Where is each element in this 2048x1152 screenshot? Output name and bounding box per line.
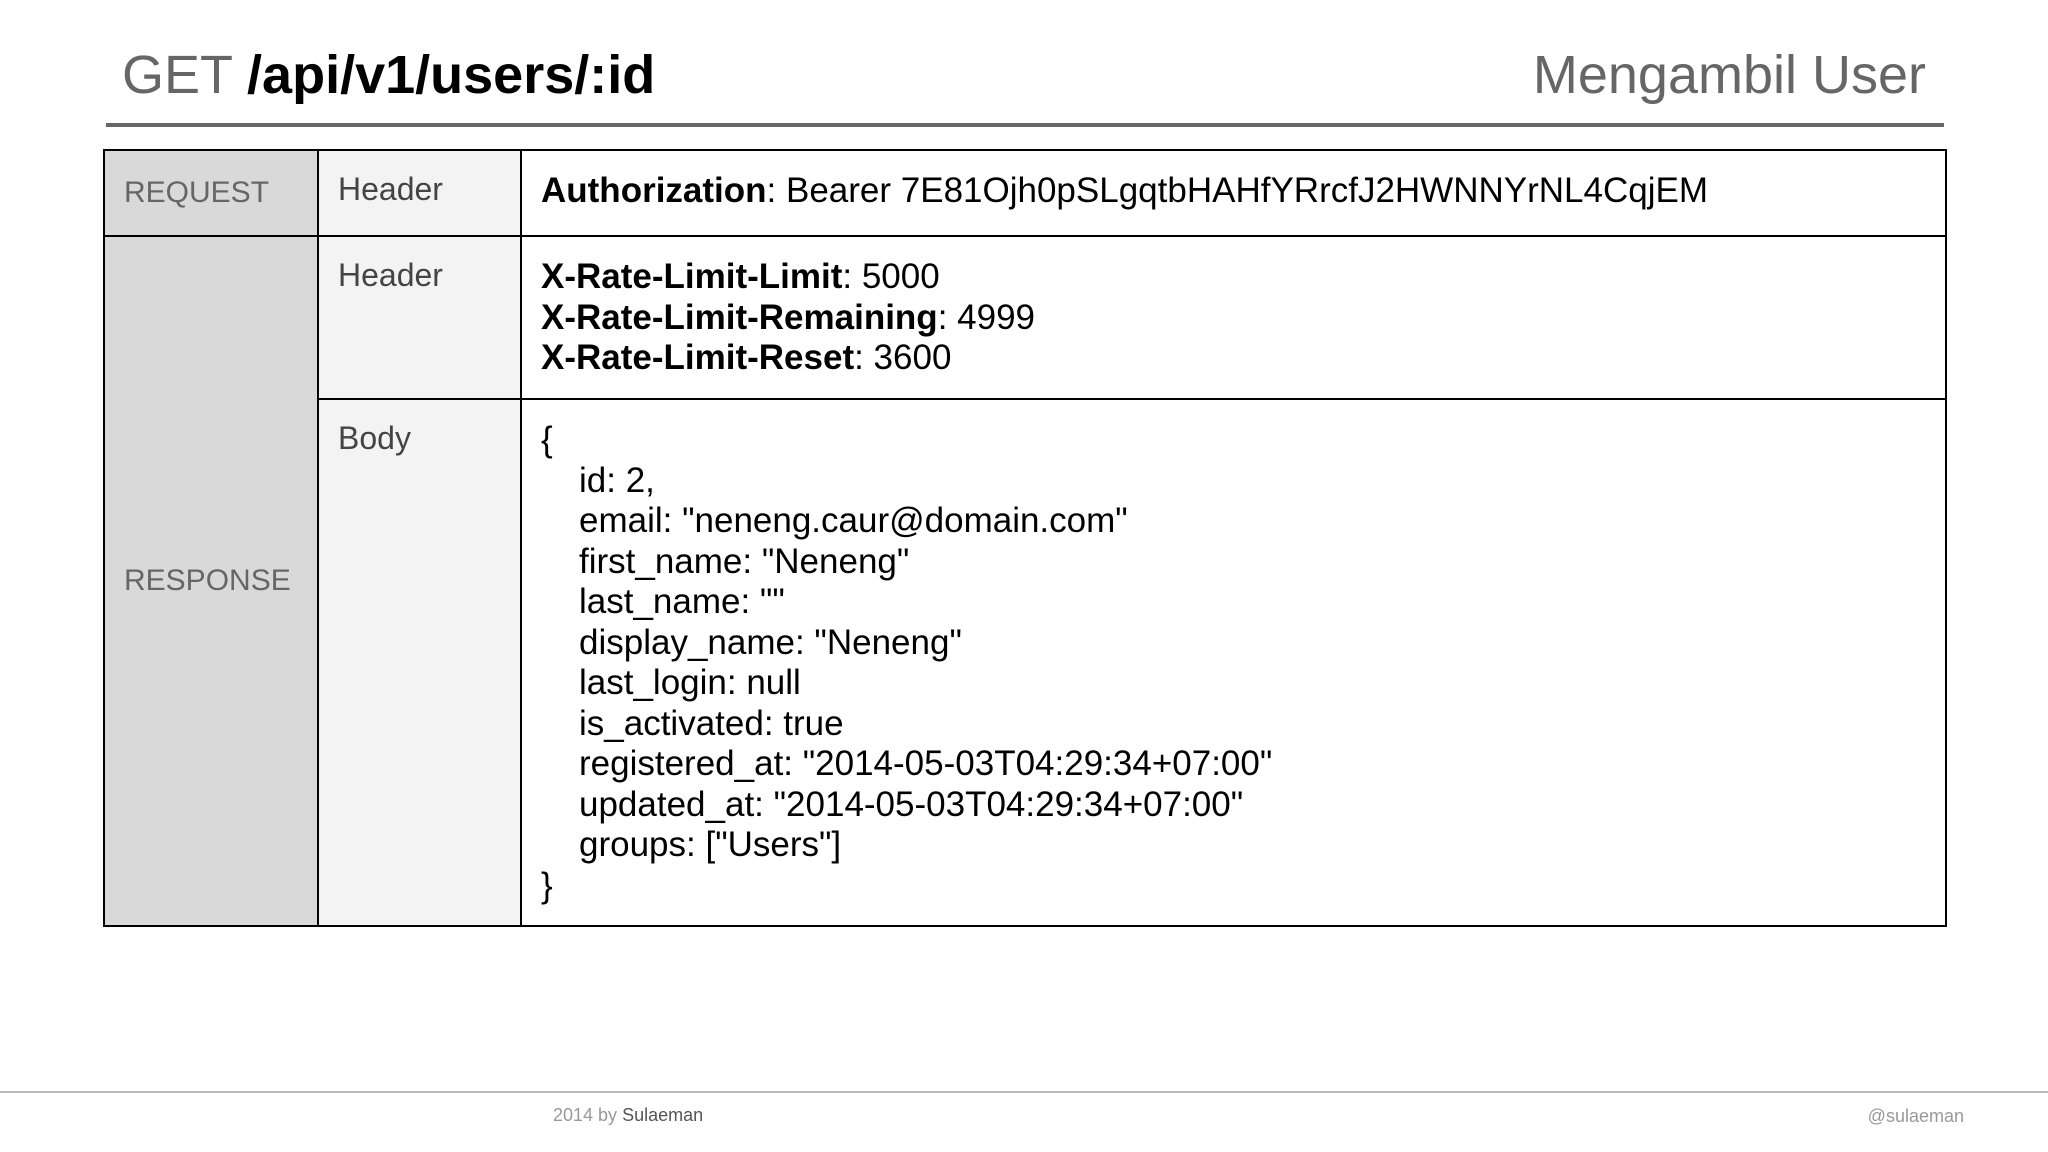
api-spec-table — [103, 149, 1947, 927]
footer-credit — [553, 1105, 703, 1126]
endpoint-path: /api/v1/users/:id — [247, 45, 656, 105]
body-line: last_name: "" — [579, 582, 785, 621]
response-header-line — [541, 338, 1926, 379]
header-value: : 5000 — [842, 257, 940, 296]
endpoint-description: Mengambil User — [1532, 45, 1926, 105]
response-header-label: Header — [318, 236, 521, 399]
body-line: id: 2, — [579, 460, 655, 500]
body-close-brace: } — [541, 865, 553, 905]
request-header-row — [104, 150, 1946, 236]
request-header-line — [541, 171, 1926, 212]
request-section-label: REQUEST — [104, 150, 318, 236]
request-header-label: Header — [318, 150, 521, 236]
header-value: : 3600 — [854, 338, 952, 377]
footer-handle: @sulaeman — [1867, 1106, 1964, 1126]
footer-year: 2014 by — [553, 1105, 623, 1125]
body-line: is_activated: true — [579, 703, 844, 743]
body-line: first_name: "Neneng" — [579, 541, 910, 581]
body-line: display_name: "Neneng" — [579, 622, 962, 662]
body-line: updated_at: "2014-05-03T04:29:34+07:00" — [579, 784, 1244, 824]
body-line: groups: ["Users"] — [579, 825, 842, 864]
body-line: email: "neneng.caur@domain.com" — [579, 501, 1128, 540]
header-key: X-Rate-Limit-Remaining — [541, 297, 938, 337]
response-header-content — [521, 236, 1946, 399]
body-line: last_login: null — [579, 663, 801, 702]
request-header-content — [521, 150, 1946, 236]
response-header-line — [541, 257, 1926, 298]
header-value: : 4999 — [937, 297, 1036, 337]
footer-author: Sulaeman — [622, 1105, 704, 1125]
response-body-label: Body — [318, 399, 521, 926]
http-method: GET — [122, 45, 233, 105]
response-body-content — [521, 399, 1946, 926]
response-section-label: RESPONSE — [104, 236, 318, 926]
header-key: X-Rate-Limit-Reset — [541, 338, 855, 377]
header-key: X-Rate-Limit-Limit — [541, 257, 843, 296]
response-body-row — [104, 399, 1946, 926]
footer-divider — [0, 1091, 2048, 1093]
body-line: registered_at: "2014-05-03T04:29:34+07:00" — [579, 744, 1273, 783]
header-value: : Bearer 7E81Ojh0pSLgqtbHAHfYRrcfJ2HWNNYrNL4CqjEM — [766, 171, 1708, 210]
body-open-brace: { — [541, 420, 553, 459]
header-key: Authorization — [541, 171, 767, 210]
response-header-row — [104, 236, 1946, 399]
title-divider — [106, 123, 1944, 127]
page-title — [122, 44, 655, 106]
response-header-line — [541, 298, 1926, 339]
